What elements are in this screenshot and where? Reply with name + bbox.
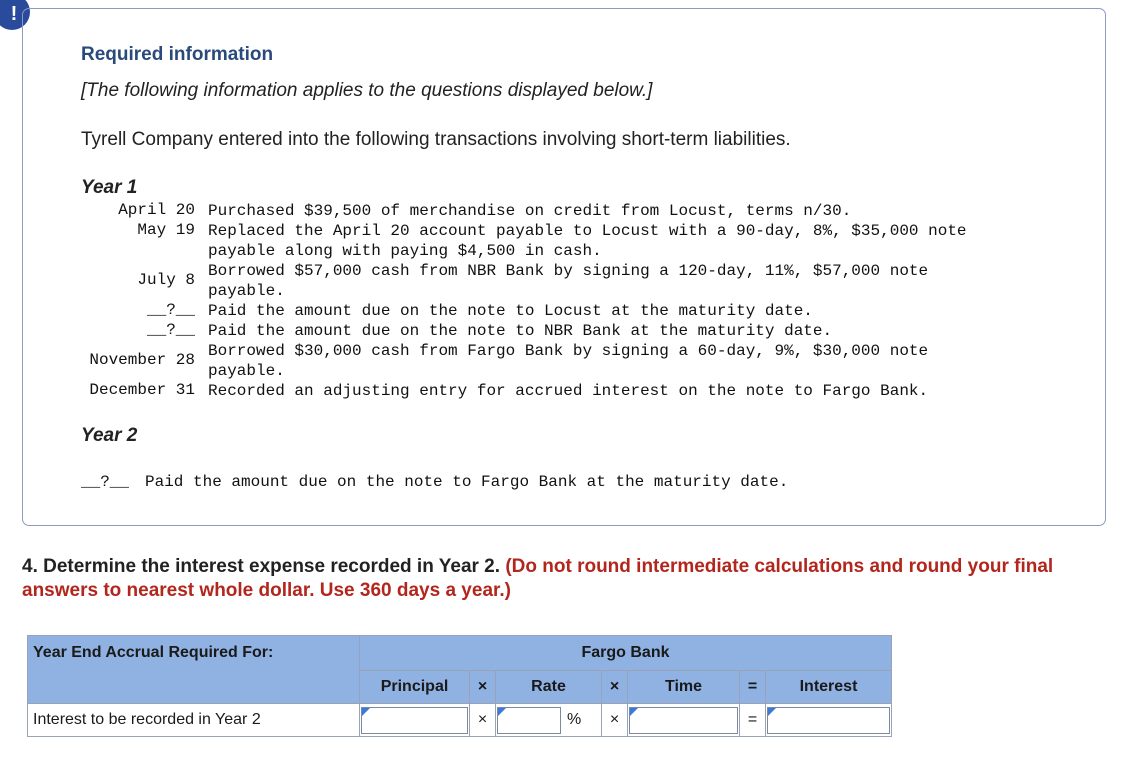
rate-cell bbox=[496, 704, 602, 737]
tx-desc: Recorded an adjusting entry for accrued interest on the note to Fargo Bank. bbox=[208, 382, 929, 400]
rate-column-header: Rate bbox=[496, 671, 602, 704]
tx-desc: Borrowed $30,000 cash from Fargo Bank by signing a 60-day, 9%, $30,000 note bbox=[208, 342, 929, 360]
interest-column-header: Interest bbox=[766, 671, 892, 704]
intro-text: Tyrell Company entered into the following transactions involving short-term liabilities. bbox=[81, 129, 791, 150]
equals-operator: = bbox=[740, 671, 766, 704]
tx-desc: payable along with paying $4,500 in cash. bbox=[208, 242, 602, 260]
question-text bbox=[22, 555, 1122, 603]
tx-desc: Replaced the April 20 account payable to Locust with a 90-day, 8%, $35,000 note bbox=[208, 222, 967, 240]
time-input[interactable] bbox=[629, 707, 738, 734]
interest-cell bbox=[766, 704, 892, 737]
tx-date: July 8 bbox=[137, 271, 195, 289]
required-info-panel bbox=[22, 8, 1106, 526]
tx-desc: Borrowed $57,000 cash from NBR Bank by signing a 120-day, 11%, $57,000 note bbox=[208, 262, 929, 280]
table-header-label: Year End Accrual Required For: bbox=[28, 636, 360, 704]
tx-desc: Purchased $39,500 of merchandise on credit from Locust, terms n/30. bbox=[208, 202, 852, 220]
tx-desc: payable. bbox=[208, 362, 285, 380]
percent-sign: % bbox=[567, 711, 582, 728]
alert-icon: ! bbox=[0, 0, 30, 30]
interest-input[interactable] bbox=[767, 707, 890, 734]
tx-desc: Paid the amount due on the note to Locust at the maturity date. bbox=[208, 302, 813, 320]
tx-date: April 20 bbox=[118, 201, 195, 219]
times-operator: × bbox=[470, 671, 496, 704]
year1-label: Year 1 bbox=[81, 177, 138, 198]
fargo-bank-header: Fargo Bank bbox=[360, 636, 892, 671]
time-column-header: Time bbox=[628, 671, 740, 704]
year2-tx-date: __?__ bbox=[81, 473, 130, 491]
tx-date: May 19 bbox=[137, 221, 195, 239]
rate-input[interactable] bbox=[497, 707, 561, 734]
row-label: Interest to be recorded in Year 2 bbox=[28, 704, 360, 737]
times-operator: × bbox=[470, 704, 496, 737]
year2-label: Year 2 bbox=[81, 425, 138, 446]
equals-operator: = bbox=[740, 704, 766, 737]
times-operator: × bbox=[602, 704, 628, 737]
time-cell bbox=[628, 704, 740, 737]
tx-date: November 28 bbox=[89, 351, 195, 369]
principal-cell bbox=[360, 704, 470, 737]
tx-date: December 31 bbox=[89, 381, 195, 399]
year2-tx-desc: Paid the amount due on the note to Fargo Bank at the maturity date. bbox=[145, 473, 789, 491]
tx-date: __?__ bbox=[146, 321, 195, 339]
principal-input[interactable] bbox=[361, 707, 468, 734]
times-operator: × bbox=[602, 671, 628, 704]
question-prompt: 4. Determine the interest expense recorded in Year 2. bbox=[22, 556, 501, 577]
tx-date: __?__ bbox=[146, 301, 195, 319]
principal-column-header: Principal bbox=[360, 671, 470, 704]
tx-desc: Paid the amount due on the note to NBR Bank at the maturity date. bbox=[208, 322, 833, 340]
required-info-note: [The following information applies to the questions displayed below.] bbox=[81, 80, 653, 101]
required-info-title: Required information bbox=[81, 44, 274, 65]
question-instruction: (Do not round intermediate calculations and round your final answers to nearest whole dollar. Use 360 days a year.) bbox=[22, 556, 1054, 601]
tx-desc: payable. bbox=[208, 282, 285, 300]
interest-table bbox=[27, 635, 892, 737]
